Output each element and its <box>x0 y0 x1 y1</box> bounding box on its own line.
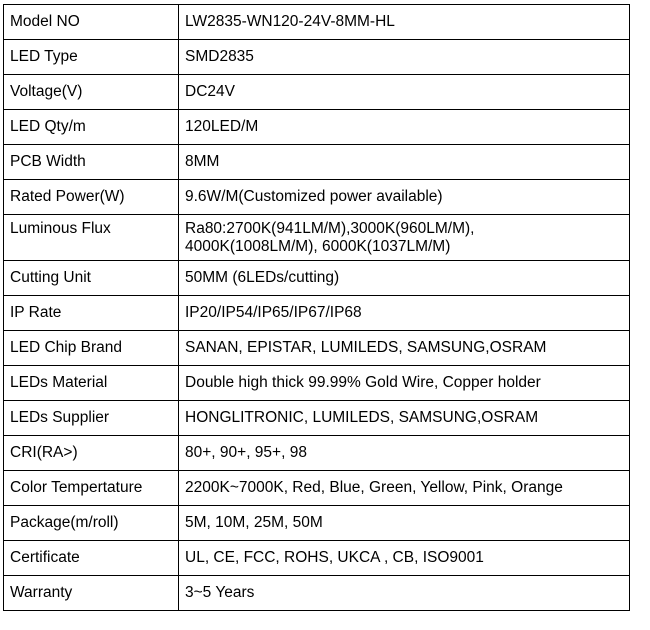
value-led-type: SMD2835 <box>179 40 630 75</box>
label-luminous-flux: Luminous Flux <box>4 215 179 261</box>
spec-table-body <box>4 5 630 611</box>
table-row-luminous-flux <box>4 215 630 261</box>
table-row-certificate <box>4 541 630 576</box>
value-rated-power: 9.6W/M(Customized power available) <box>179 180 630 215</box>
value-pcb-width: 8MM <box>179 145 630 180</box>
value-cutting-unit: 50MM (6LEDs/cutting) <box>179 261 630 296</box>
value-certificate: UL, CE, FCC, ROHS, UKCA , CB, ISO9001 <box>179 541 630 576</box>
value-package: 5M, 10M, 25M, 50M <box>179 506 630 541</box>
label-ip-rate: IP Rate <box>4 296 179 331</box>
value-leds-supplier: HONGLITRONIC, LUMILEDS, SAMSUNG,OSRAM <box>179 401 630 436</box>
value-cri: 80+, 90+, 95+, 98 <box>179 436 630 471</box>
table-row-led-qty <box>4 110 630 145</box>
table-row-leds-material <box>4 366 630 401</box>
value-luminous-flux-line-1: Ra80:2700K(941LM/M),3000K(960LM/M), <box>185 220 475 237</box>
label-led-chip-brand: LED Chip Brand <box>4 331 179 366</box>
label-rated-power: Rated Power(W) <box>4 180 179 215</box>
table-row-led-chip-brand <box>4 331 630 366</box>
table-row-color-temperature <box>4 471 630 506</box>
table-row-voltage <box>4 75 630 110</box>
value-led-qty: 120LED/M <box>179 110 630 145</box>
value-warranty: 3~5 Years <box>179 576 630 611</box>
label-voltage: Voltage(V) <box>4 75 179 110</box>
table-row-pcb-width <box>4 145 630 180</box>
table-row-ip-rate <box>4 296 630 331</box>
label-cri: CRI(RA>) <box>4 436 179 471</box>
table-row-package <box>4 506 630 541</box>
value-model-no: LW2835-WN120-24V-8MM-HL <box>179 5 630 40</box>
value-luminous-flux-line-2: 4000K(1008LM/M), 6000K(1037LM/M) <box>185 238 451 255</box>
label-color-temperature: Color Tempertature <box>4 471 179 506</box>
label-pcb-width: PCB Width <box>4 145 179 180</box>
label-model-no: Model NO <box>4 5 179 40</box>
table-row-cutting-unit <box>4 261 630 296</box>
table-row-leds-supplier <box>4 401 630 436</box>
label-leds-material: LEDs Material <box>4 366 179 401</box>
value-luminous-flux <box>179 215 630 261</box>
label-certificate: Certificate <box>4 541 179 576</box>
label-package: Package(m/roll) <box>4 506 179 541</box>
value-voltage: DC24V <box>179 75 630 110</box>
table-row-cri <box>4 436 630 471</box>
table-row-model-no <box>4 5 630 40</box>
value-leds-material: Double high thick 99.99% Gold Wire, Copper holder <box>179 366 630 401</box>
value-led-chip-brand: SANAN, EPISTAR, LUMILEDS, SAMSUNG,OSRAM <box>179 331 630 366</box>
label-leds-supplier: LEDs Supplier <box>4 401 179 436</box>
label-cutting-unit: Cutting Unit <box>4 261 179 296</box>
table-row-led-type <box>4 40 630 75</box>
label-led-type: LED Type <box>4 40 179 75</box>
value-color-temperature: 2200K~7000K, Red, Blue, Green, Yellow, Pink, Orange <box>179 471 630 506</box>
label-led-qty: LED Qty/m <box>4 110 179 145</box>
spec-table <box>3 4 630 611</box>
value-ip-rate: IP20/IP54/IP65/IP67/IP68 <box>179 296 630 331</box>
table-row-rated-power <box>4 180 630 215</box>
table-row-warranty <box>4 576 630 611</box>
label-warranty: Warranty <box>4 576 179 611</box>
